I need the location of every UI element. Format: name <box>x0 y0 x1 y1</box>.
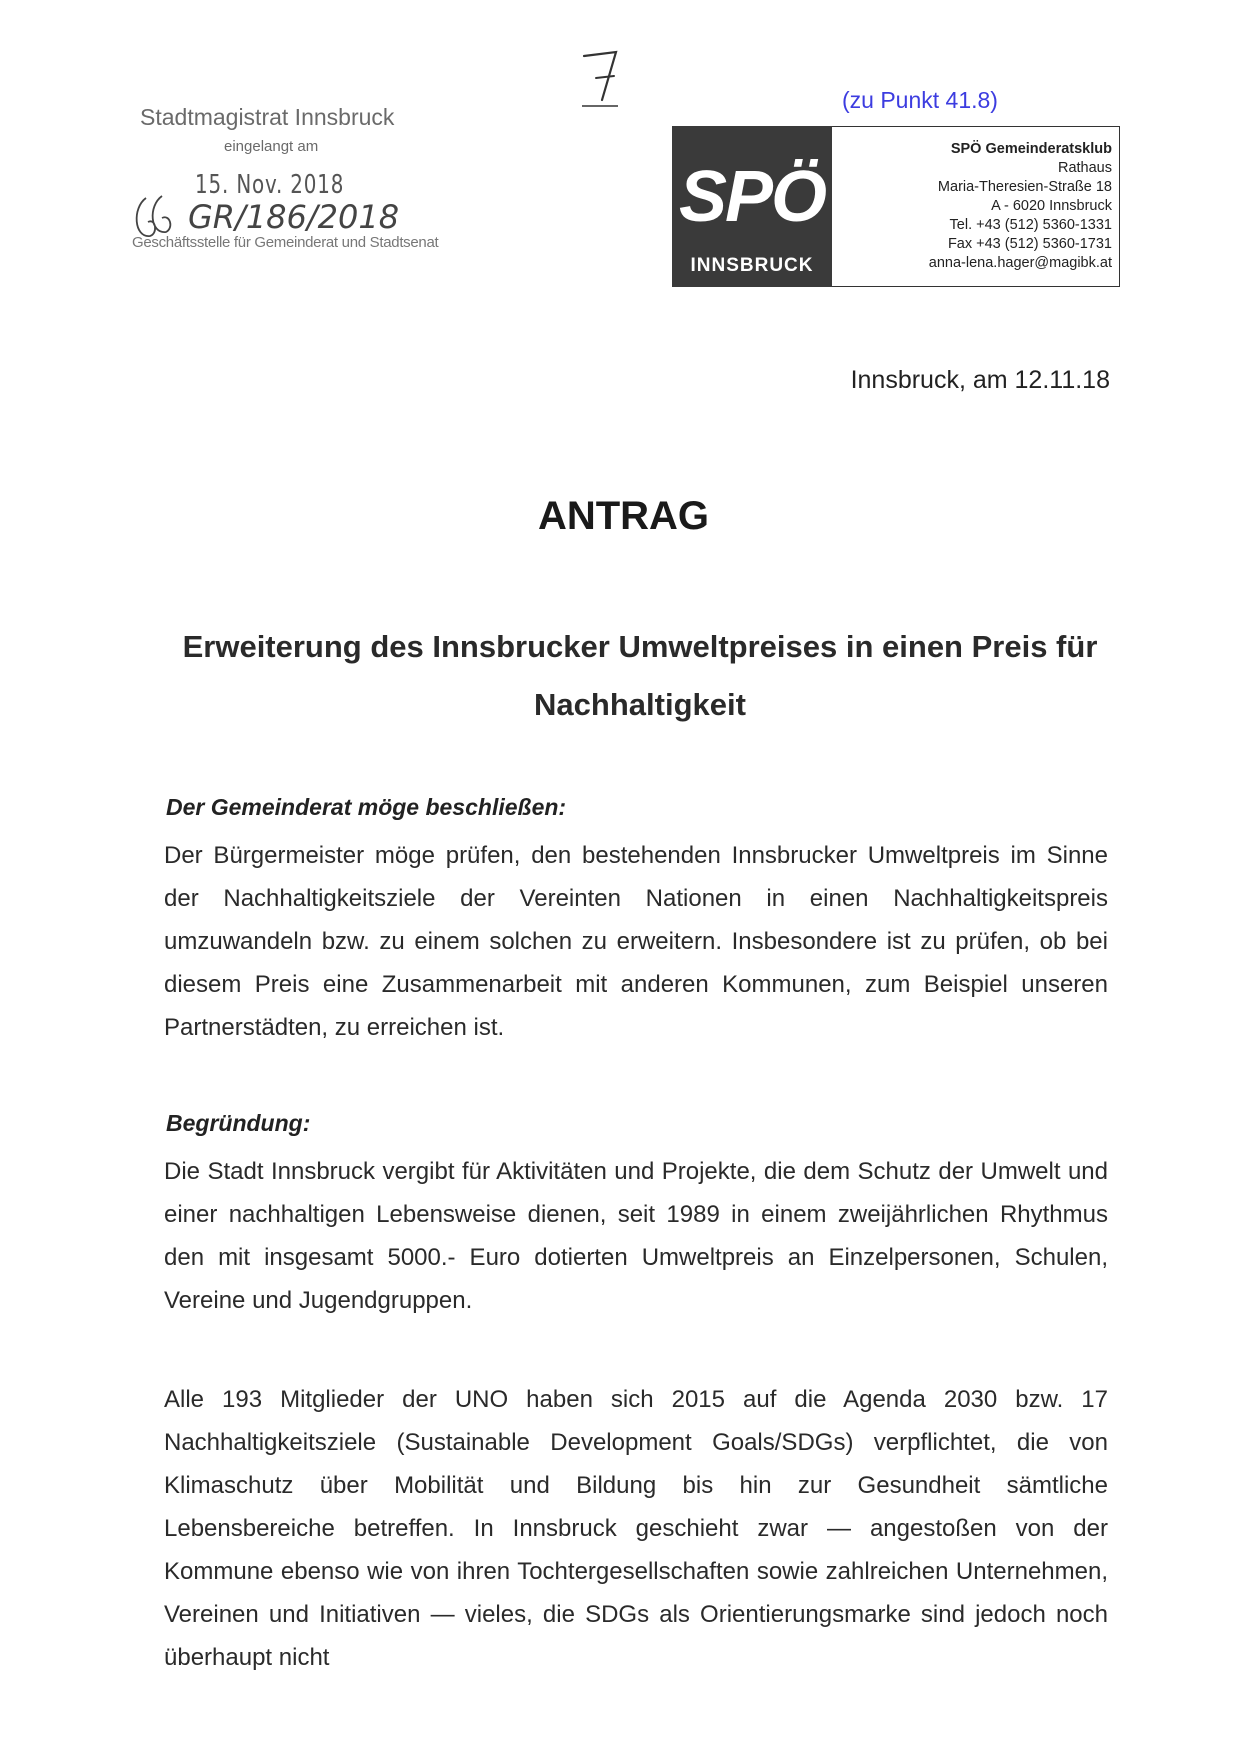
contact-org: SPÖ Gemeinderatsklub <box>950 141 1112 157</box>
motion-text: Der Bürgermeister möge prüfen, den bestehenden Innsbrucker Umweltpreis im Sinne der Nachhaltigkeitsziele der Vereinten Nationen in einen Nachhaltigkeitspreis umzuwandeln bzw. zu einem solchen zu erweitern. Insbesondere ist zu prüfen, ob bei diesem Preis eine Zusammenarbeit mit anderen Kommunen, zum Beispiel unseren Partnerstädten, zu erreichen ist. <box>164 842 1108 1041</box>
contact-line: Tel. +43 (512) 5360-1331 <box>949 217 1112 233</box>
document-heading: ANTRAG <box>537 494 710 538</box>
date-line: Innsbruck, am 12.11.18 <box>850 366 1110 394</box>
stamp-received-label: eingelangt am <box>224 138 319 155</box>
reason-label: Begründung: <box>166 1110 311 1136</box>
contact-block <box>840 140 1112 273</box>
agenda-reference: (zu Punkt 41.8) <box>842 87 998 113</box>
stamp-date: 15. Nov. 2018 <box>195 170 345 200</box>
svg-text:GR/186/2018: GR/186/2018 <box>188 198 400 236</box>
contact-line: Fax +43 (512) 5360-1731 <box>947 236 1112 252</box>
reason-paragraph-2: Alle 193 Mitglieder der UNO haben sich 2015 auf die Agenda 2030 bzw. 17 Nachhaltigkeitsziele (Sustainable Development Goals/SDGs) verpflichtet, die von Klimaschutz über Mobilität und Bildung bis hin zur Gesundheit sämtliche Lebensbereiche betreffen. In Innsbruck geschieht zwar — angestoßen von der Kommune ebenso wie von ihren Tochtergesellschaften sowie zahlreichen Unternehmen, Vereinen und Initiativen — vieles, die SDGs als Orientierungsmarke sind jedoch noch überhaupt nicht <box>164 1386 1108 1671</box>
contact-line: Maria-Theresien-Straße 18 <box>937 179 1112 195</box>
logo-city: INNSBRUCK <box>690 255 814 276</box>
motion-label: Der Gemeinderat möge beschließen: <box>166 794 567 820</box>
reason-paragraph-1: Die Stadt Innsbruck vergibt für Aktivitäten und Projekte, die dem Schutz der Umwelt und einer nachhaltigen Lebensweise dienen, seit 1989 in einem zweijährlichen Rhythmus den mit insgesamt 5000.- Euro dotierten Umweltpreis an Einzelpersonen, Schulen, Vereine und Jugendgruppen. <box>164 1158 1108 1314</box>
document-subheading: Erweiterung des Innsbrucker Umweltpreises in einen Preis für Nachhaltigkeit <box>182 629 1098 722</box>
logo-text: SPÖ <box>678 157 826 237</box>
contact-line: A - 6020 Innsbruck <box>991 198 1112 214</box>
handwritten-page-number <box>578 44 628 109</box>
spo-logo <box>672 126 832 287</box>
stamp-department: Geschäftsstelle für Gemeinderat und Stadtsenat <box>132 234 439 251</box>
stamp-title: Stadtmagistrat Innsbruck <box>140 104 395 130</box>
contact-email: anna-lena.hager@magibk.at <box>928 255 1112 271</box>
contact-line: Rathaus <box>1057 160 1112 176</box>
